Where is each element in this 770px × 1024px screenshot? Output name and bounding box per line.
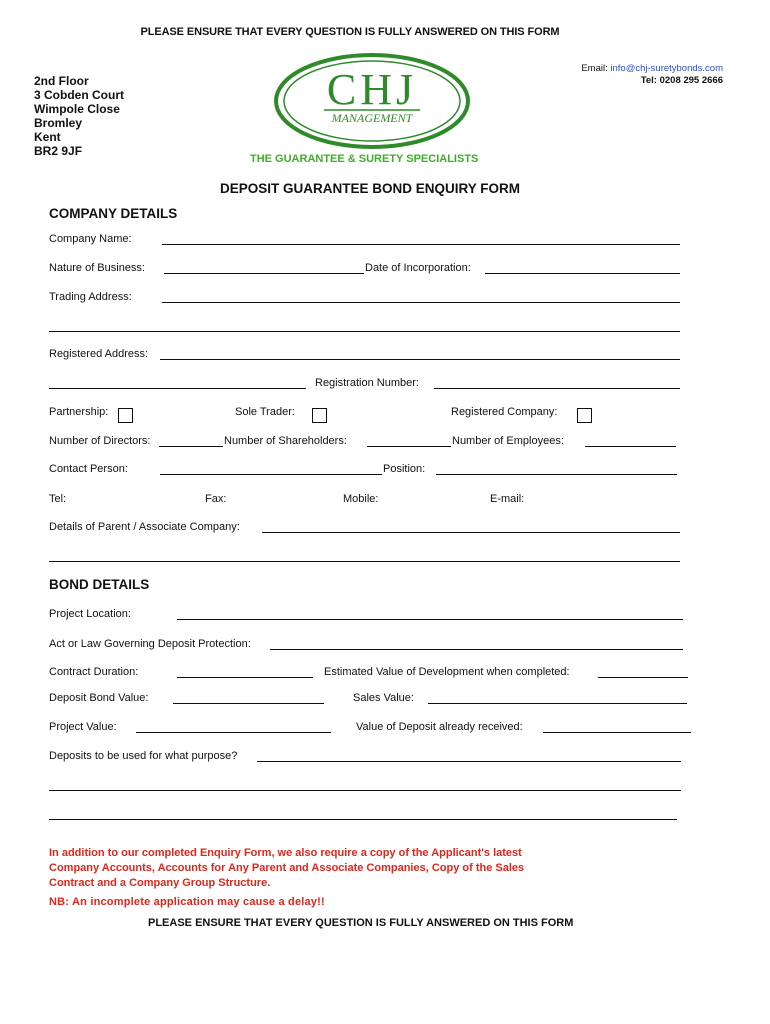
partnership-label: Partnership: <box>49 406 109 418</box>
deposit-bond-value-label: Deposit Bond Value: <box>49 692 149 704</box>
number-of-employees-field[interactable] <box>585 446 676 447</box>
sales-value-label: Sales Value: <box>353 692 414 704</box>
chj-logo <box>272 50 472 152</box>
bond-details-heading: BOND DETAILS <box>49 577 150 592</box>
delay-warning: NB: An incomplete application may cause a delay!! <box>49 896 325 908</box>
deposit-bond-value-field[interactable] <box>173 703 324 704</box>
registered-address-field[interactable] <box>160 359 680 360</box>
estimated-value-field[interactable] <box>598 677 688 678</box>
registered-company-label: Registered Company: <box>451 406 558 418</box>
address-line: 3 Cobden Court <box>34 88 124 102</box>
number-of-directors-field[interactable] <box>159 446 223 447</box>
contact-person-field[interactable] <box>160 474 382 475</box>
deposits-purpose-label: Deposits to be used for what purpose? <box>49 750 238 762</box>
address-line: Bromley <box>34 116 83 130</box>
tagline: THE GUARANTEE & SURETY SPECIALISTS <box>250 153 479 165</box>
contract-duration-label: Contract Duration: <box>49 666 139 678</box>
estimated-value-label: Estimated Value of Development when completed: <box>324 666 570 678</box>
notice-line: Company Accounts, Accounts for Any Parent and Associate Companies, Copy of the Sales <box>49 862 525 874</box>
logo-subtext: MANAGEMENT <box>331 111 413 125</box>
top-warning: PLEASE ENSURE THAT EVERY QUESTION IS FULLY ANSWERED ON THIS FORM <box>140 26 560 38</box>
contact-person-label: Contact Person: <box>49 463 128 475</box>
project-value-label: Project Value: <box>49 721 117 733</box>
deposits-purpose-field-line3[interactable] <box>49 819 677 820</box>
sales-value-field[interactable] <box>428 703 687 704</box>
email-prefix: Email: <box>581 63 611 74</box>
parent-company-field[interactable] <box>262 532 680 533</box>
registered-address-field-line2[interactable] <box>49 388 306 389</box>
date-of-incorporation-label: Date of Incorporation: <box>365 262 471 274</box>
sole-trader-checkbox[interactable] <box>312 408 327 423</box>
number-of-directors-label: Number of Directors: <box>49 435 151 447</box>
trading-address-label: Trading Address: <box>49 291 132 303</box>
notice-line: In addition to our completed Enquiry Form, we also require a copy of the Applicant's latest <box>49 847 522 859</box>
email-label: E-mail: <box>490 493 525 505</box>
company-name-label: Company Name: <box>49 233 132 245</box>
number-of-employees-label: Number of Employees: <box>452 435 564 447</box>
company-address <box>34 74 124 158</box>
date-of-incorporation-field[interactable] <box>485 273 680 274</box>
mobile-label: Mobile: <box>343 493 379 505</box>
address-line: BR2 9JF <box>34 144 83 158</box>
value-of-deposit-label: Value of Deposit already received: <box>356 721 523 733</box>
nature-of-business-label: Nature of Business: <box>49 262 145 274</box>
logo-text: CHJ <box>326 65 418 114</box>
number-of-shareholders-label: Number of Shareholders: <box>224 435 347 447</box>
fax-label: Fax: <box>205 493 227 505</box>
contract-duration-field[interactable] <box>177 677 313 678</box>
registration-number-field[interactable] <box>434 388 680 389</box>
project-location-label: Project Location: <box>49 608 131 620</box>
position-field[interactable] <box>436 474 677 475</box>
trading-address-field[interactable] <box>162 302 680 303</box>
act-or-law-field[interactable] <box>270 649 683 650</box>
project-location-field[interactable] <box>177 619 683 620</box>
value-of-deposit-field[interactable] <box>543 732 691 733</box>
trading-address-field-line2[interactable] <box>49 331 680 332</box>
address-line: Wimpole Close <box>34 102 120 116</box>
number-of-shareholders-field[interactable] <box>367 446 451 447</box>
deposits-purpose-field-line2[interactable] <box>49 790 681 791</box>
project-value-field[interactable] <box>136 732 331 733</box>
form-title: DEPOSIT GUARANTEE BOND ENQUIRY FORM <box>219 181 521 196</box>
registration-number-label: Registration Number: <box>315 377 419 389</box>
bottom-warning: PLEASE ENSURE THAT EVERY QUESTION IS FULLY ANSWERED ON THIS FORM <box>148 917 574 929</box>
required-documents-notice <box>49 846 524 891</box>
company-name-field[interactable] <box>162 244 680 245</box>
registered-company-checkbox[interactable] <box>577 408 592 423</box>
partnership-checkbox[interactable] <box>118 408 133 423</box>
telephone: Tel: 0208 295 2666 <box>640 75 723 86</box>
address-line: Kent <box>34 130 61 144</box>
act-or-law-label: Act or Law Governing Deposit Protection: <box>49 638 251 650</box>
tel-label: Tel: <box>49 493 67 505</box>
address-line: 2nd Floor <box>34 74 89 88</box>
email-link[interactable]: info@chj-suretybonds.com <box>610 63 723 74</box>
sole-trader-label: Sole Trader: <box>235 406 295 418</box>
deposits-purpose-field[interactable] <box>257 761 681 762</box>
company-details-heading: COMPANY DETAILS <box>49 206 178 221</box>
registered-address-label: Registered Address: <box>49 348 149 360</box>
contact-details <box>581 63 723 87</box>
notice-line: Contract and a Company Group Structure. <box>49 877 271 889</box>
parent-company-label: Details of Parent / Associate Company: <box>49 521 240 533</box>
parent-company-field-line2[interactable] <box>49 561 680 562</box>
nature-of-business-field[interactable] <box>164 273 364 274</box>
position-label: Position: <box>383 463 426 475</box>
